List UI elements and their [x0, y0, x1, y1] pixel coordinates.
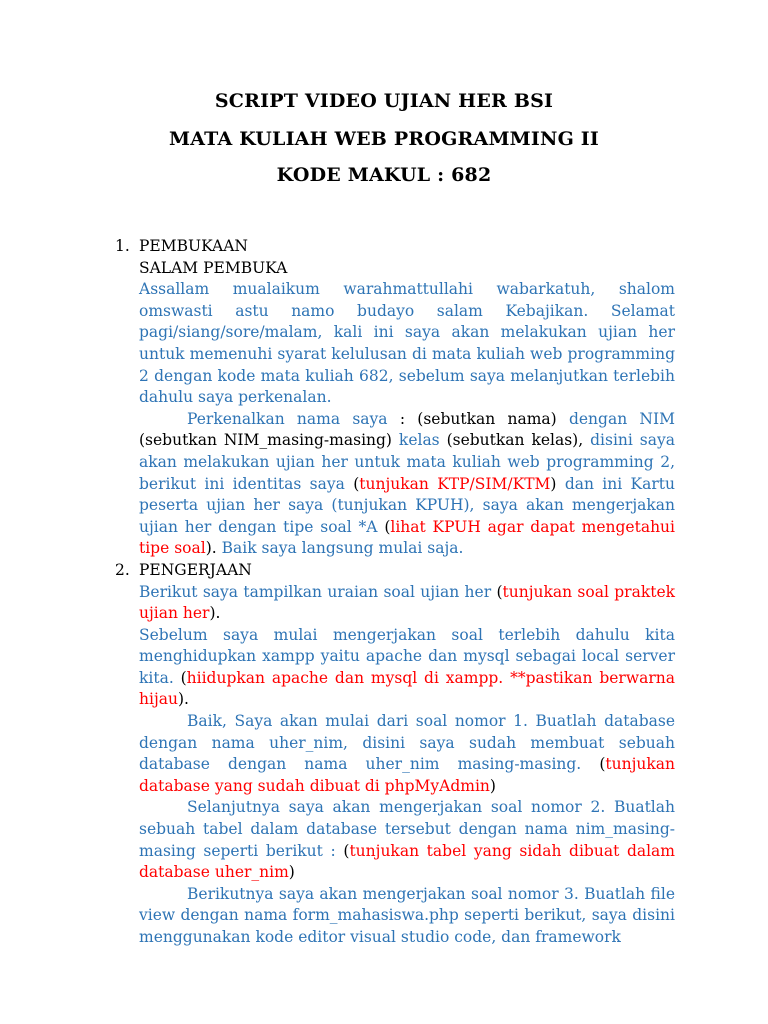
- text-span: (sebutkan NIM_masing-masing): [139, 431, 399, 450]
- text-span: (: [496, 582, 503, 601]
- text-span: ): [489, 776, 496, 795]
- instruction-span: tunjukan soal praktek ujian her: [139, 582, 676, 623]
- text-span: Sebelum saya mulai mengerjakan soal terlebih dahulu kita menghidupkan xampp yaitu apache dan mysql sebagai local server kita.: [139, 625, 675, 687]
- xampp-paragraph: [139, 625, 675, 711]
- document-body: [115, 236, 676, 949]
- section-pengerjaan: [115, 560, 676, 949]
- text-span: ).: [205, 539, 217, 558]
- instruction-span: tunjukan KTP/SIM/KTM: [359, 474, 551, 493]
- section-number: 1.: [115, 237, 130, 255]
- section-heading: PENGERJAAN: [139, 560, 252, 579]
- text-span: Selanjutnya saya akan mengerjakan soal nomor 2. Buatlah sebuah tabel dalam database tersebut dengan nama nim_masing-masing seperti berikut :: [139, 798, 675, 860]
- course-title: MATA KULIAH WEB PROGRAMMING II: [169, 128, 599, 150]
- text-span: Perkenalkan nama saya: [187, 409, 388, 428]
- text-span: Baik, Saya akan mulai dari soal nomor 1. Buatlah database dengan nama uher_nim, disini saya sudah membuat sebuah database dengan nama uher_nim masing-masing.: [139, 712, 675, 774]
- instruction-span: hiidupkan apache dan mysql di xampp. **pastikan berwarna hijau: [139, 668, 675, 709]
- instruction-span: tunjukan database yang sudah dibuat di phpMyAdmin: [139, 755, 675, 795]
- soal-3-paragraph: Berikutnya saya akan mengerjakan soal nomor 3. Buatlah file view dengan nama form_mahasiswa.php seperti berikut, saya disini menggunakan kode editor visual studio code, dan framework: [139, 884, 675, 946]
- course-code: KODE MAKUL : 682: [276, 164, 492, 186]
- section-heading: PEMBUKAAN: [139, 237, 248, 255]
- soal-2-paragraph: [139, 797, 675, 883]
- instruction-span: tunjukan tabel yang sidah dibuat dalam database uher_nim: [139, 841, 675, 882]
- text-span: (: [353, 474, 360, 493]
- section-subheading: SALAM PEMBUKA: [139, 258, 288, 277]
- text-span: ): [550, 474, 565, 493]
- question-paragraph: [139, 582, 675, 625]
- text-span: dengan NIM: [568, 409, 675, 428]
- text-span: kelas: [398, 431, 440, 450]
- soal-1-paragraph: [139, 711, 675, 797]
- greeting-paragraph: Assallam mualaikum warahmattullahi wabarkatuh, shalom omswasti astu namo budayo salam Kebajikan. Selamat pagi/siang/sore/malam, kali ini saya akan melakukan ujian her untuk memenuhi syarat kelulusan di mata kuliah web programming 2 dengan kode mata kuliah 682, sebelum saya melanjutkan terlebih dahulu saya perkenalan.: [139, 280, 675, 407]
- introduction-paragraph: [139, 409, 675, 560]
- text-span: dan ini Kartu peserta ujian her saya (tunjukan KPUH), saya akan mengerjakan ujian her dengan tipe soal *A: [139, 474, 675, 536]
- text-span: (: [384, 517, 391, 536]
- section-number: 2.: [115, 560, 130, 579]
- instruction-span: lihat KPUH agar dapat mengetahui tipe soal: [139, 517, 675, 558]
- text-span: (sebutkan kelas),: [439, 431, 591, 450]
- text-span: ): [288, 863, 295, 882]
- section-pembukaan: [115, 236, 675, 560]
- text-span: Berikut saya tampilkan uraian soal ujian her: [139, 582, 497, 601]
- text-span: ).: [177, 690, 189, 709]
- text-span: ).: [209, 604, 221, 623]
- text-span: : (sebutkan nama): [387, 409, 569, 428]
- document-title: SCRIPT VIDEO UJIAN HER BSI: [214, 90, 554, 112]
- text-span: (: [599, 755, 606, 774]
- text-span: Baik saya langsung mulai saja.: [216, 539, 464, 558]
- text-span: (: [180, 668, 187, 687]
- text-span: (: [343, 841, 350, 860]
- text-span: disini saya akan melakukan ujian her untuk mata kuliah web programming 2, berikut ini identitas saya: [139, 431, 675, 493]
